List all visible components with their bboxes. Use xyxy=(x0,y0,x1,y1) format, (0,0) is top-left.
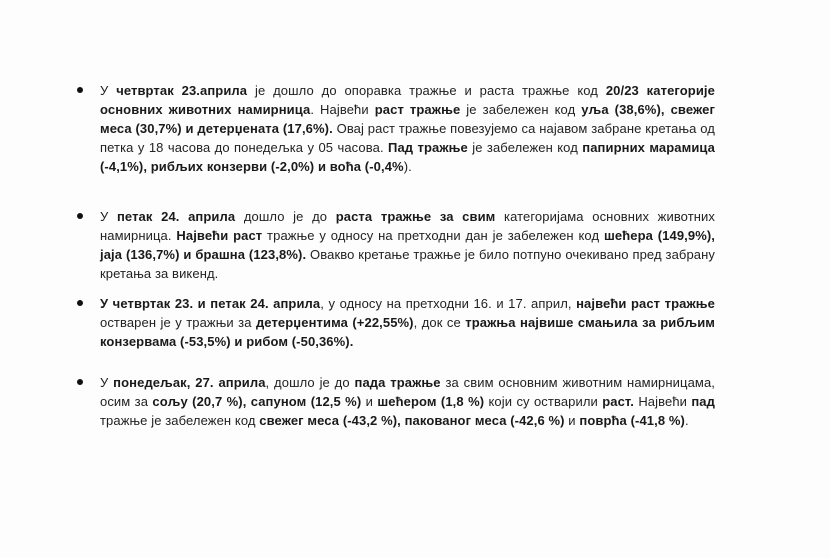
bold-text-run: пад xyxy=(691,394,715,409)
bold-text-run: раст тражње xyxy=(374,102,461,117)
text-run: је дошло до опоравка тражње и раста тражње код xyxy=(247,83,606,98)
text-run: У xyxy=(100,375,114,390)
bold-text-run: уља (38,6%), свежег меса (30,7%) и детерџената (17,6%). xyxy=(100,102,716,136)
bullet-dot-icon xyxy=(77,300,83,306)
text-run: остварен је у тражњи за xyxy=(100,315,256,330)
bold-text-run: тражња највише смањила за рибљим конзервама (-53,5%) и рибом (-50,36%). xyxy=(100,315,715,349)
text-run: је забележен код xyxy=(460,102,582,117)
bold-text-run: У четвртак 23. и петак 24. априла xyxy=(100,296,321,311)
bullet-dot-icon xyxy=(77,213,83,219)
bold-text-run: понедељак, 27. априла xyxy=(113,375,266,390)
bullet-dot-icon xyxy=(77,87,83,93)
bold-text-run: раст. xyxy=(602,394,634,409)
text-run: тражње је забележен код xyxy=(100,413,260,428)
text-run: дошло је до xyxy=(235,209,336,224)
text-run: . xyxy=(684,413,689,428)
bold-text-run: раста тражње за свим xyxy=(335,209,496,224)
bold-text-run: Пад тражње xyxy=(388,140,468,155)
bold-text-run: сољу (20,7 %), сапуном (12,5 %) xyxy=(152,394,362,409)
bold-text-run: Највећи раст xyxy=(176,228,263,243)
text-run: Овај раст тражње повезујемо са најавом забране кретања од петка у 18 часова до понедељка у 05 часова. xyxy=(100,121,715,155)
text-run: ). xyxy=(403,159,412,174)
text-run: . Највећи xyxy=(310,102,375,117)
bold-text-run: пада тражње xyxy=(354,375,441,390)
bullet-text xyxy=(100,296,715,349)
text-run: Највећи xyxy=(633,394,692,409)
bold-text-run: свежег меса (-43,2 %), пакованог меса (-42,6 %) xyxy=(259,413,565,428)
text-run: који су остварили xyxy=(484,394,603,409)
bullet-item-thursday xyxy=(100,81,715,176)
bullet-text xyxy=(100,83,715,174)
text-run: и xyxy=(564,413,580,428)
text-run: , дошло је до xyxy=(265,375,355,390)
bullet-item-monday xyxy=(100,373,715,430)
bold-text-run: детерџентима (+22,55%) xyxy=(255,315,414,330)
text-run: тражње у односу на претходни дан је забележен код xyxy=(262,228,604,243)
text-run: , у односу на претходни 16. и 17. април, xyxy=(320,296,577,311)
bold-text-run: шећера (149,9%), јаја (136,7%) и брашна (123,8%). xyxy=(100,228,716,262)
bold-text-run: 20/23 категорије основних животних намирница xyxy=(100,83,715,117)
text-run: и xyxy=(361,394,378,409)
text-run: , док се xyxy=(413,315,466,330)
bold-text-run: шећером (1,8 %) xyxy=(377,394,485,409)
text-run: У xyxy=(100,83,117,98)
bold-text-run: папирних марамица (-4,1%), рибљих конзерви (-2,0%) и воћа (-0,4% xyxy=(100,140,716,174)
text-run: категоријама основних животних намирница. xyxy=(100,209,716,243)
bullet-item-thursday-friday xyxy=(100,294,715,351)
text-run: за свим основним животним намирницама, осим за xyxy=(100,375,715,409)
bullet-dot-icon xyxy=(77,379,83,385)
bold-text-run: петак 24. априла xyxy=(116,209,236,224)
bold-text-run: поврћа (-41,8 %) xyxy=(579,413,685,428)
bullet-text xyxy=(100,209,715,281)
bold-text-run: четвртак 23.априла xyxy=(116,83,248,98)
bullet-text xyxy=(100,375,715,428)
text-run: Овакво кретање тражње је било потпуно очекивано пред забрану кретања за викенд. xyxy=(100,247,715,281)
bullet-item-friday xyxy=(100,207,715,283)
text-run: је забележен код xyxy=(467,140,583,155)
text-run: У xyxy=(100,209,117,224)
bold-text-run: највећи раст тражње xyxy=(576,296,716,311)
